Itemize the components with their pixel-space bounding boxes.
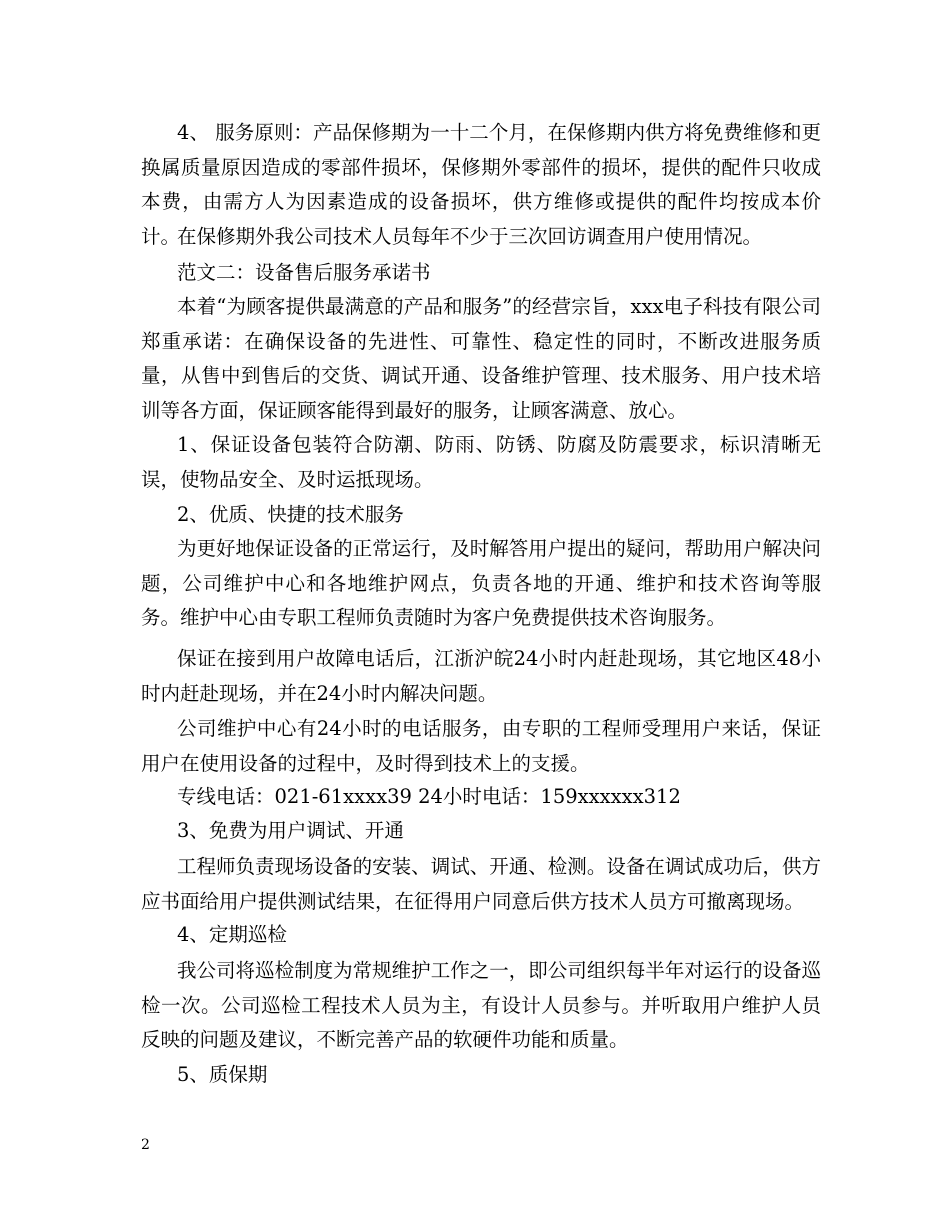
paragraph-phone-numbers: 专线电话：021-61xxxx39 24小时电话：159xxxxxx312	[177, 785, 681, 808]
paragraph-revisit: 在保修期外我公司技术人员每年不少于三次回访调查用户使用情况。	[177, 225, 763, 248]
paragraph-item-1: 1、保证设备包装符合防潮、防雨、防锈、防腐及防震要求，标识清晰无误，使物品安全、及时运抵现场。	[141, 433, 821, 491]
paragraph-inspection: 我公司将巡检制度为常规维护工作之一，即公司组织每半年对运行的设备巡检一次。公司巡检工程技术人员为主，有设计人员参与。并听取用户维护人员反映的问题及建议，不断完善产品的软硬件功能和质量。	[141, 959, 821, 1052]
heading-item-5: 5、质保期	[177, 1063, 268, 1086]
paragraph-service-principle: 4、 服务原则：产品保修期为一十二个月，在保修期内供方将免费维修和更换属质量原因造成的零部件损坏，保修期外零部件的损坏，提供的配件只收成本费，由需方人为因素造成的设备损坏，供方维修或提供的配件均按成本价计。	[141, 121, 821, 248]
paragraph-installation: 工程师负责现场设备的安装、调试、开通、检测。设备在调试成功后，供方应书面给用户提供测试结果，在征得用户同意后供方技术人员方可撤离现场。	[141, 855, 821, 913]
page-number: 2	[141, 1137, 150, 1153]
paragraph-response-time: 保证在接到用户故障电话后，江浙沪皖24小时内赶赴现场，其它地区48小时内赶赴现场，并在24小时内解决问题。	[141, 647, 821, 705]
heading-item-3: 3、免费为用户调试、开通	[177, 819, 404, 842]
paragraph-hotline-service: 公司维护中心有24小时的电话服务，由专职的工程师受理用户来话，保证用户在使用设备的过程中，及时得到技术上的支援。	[141, 717, 821, 775]
heading-item-2: 2、优质、快捷的技术服务	[177, 503, 404, 526]
paragraph-commitment: 本着“为顾客提供最满意的产品和服务”的经营宗旨，xxx电子科技有限公司郑重承诺：在确保设备的先进性、可靠性、稳定性的同时，不断改进服务质量，从售中到售后的交货、调试开通、设备维护管理、技术服务、用户技术培训等各方面，保证顾客能得到最好的服务，让顾客满意、放心。	[141, 295, 821, 422]
paragraph-tech-service: 为更好地保证设备的正常运行，及时解答用户提出的疑问，帮助用户解决问题，公司维护中心和各地维护网点，负责各地的开通、维护和技术咨询等服务。维护中心由专职工程师负责随时为客户免费提供技术咨询服务。	[141, 537, 821, 630]
section-title-sample-two: 范文二：设备售后服务承诺书	[177, 261, 431, 284]
heading-item-4: 4、定期巡检	[177, 923, 287, 946]
